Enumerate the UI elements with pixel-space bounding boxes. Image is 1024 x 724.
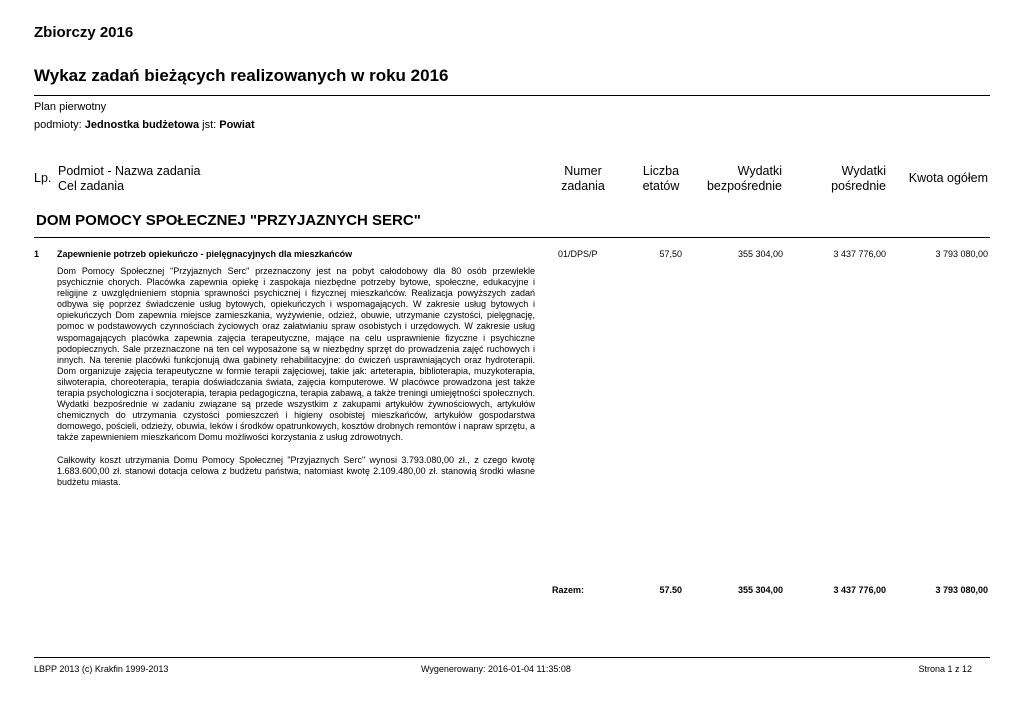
header-divider [34,95,990,96]
task-numer: 01/DPS/P [558,249,598,259]
plan-label: Plan pierwotny [34,101,107,113]
jst-value: Powiat [219,119,255,131]
col-posrednie-header-line2: pośrednie [831,179,886,193]
section-divider [34,237,990,238]
task-name: Zapewnienie potrzeb opiekuńczo - pielęgnacyjnych dla mieszkańców [57,249,353,259]
col-bezposrednie-header-line2: bezpośrednie [706,179,782,193]
task-ogolem: 3 793 080,00 [935,249,988,259]
col-etaty-header-line1: Liczba [642,164,680,178]
totals-bezposrednie: 355 304,00 [737,585,783,595]
section-title: DOM POMOCY SPOŁECZNEJ "PRZYJAZNYCH SERC" [36,212,421,229]
footer-page-number: Strona 1 z 12 [918,664,972,674]
entity-info [34,119,255,131]
col-posrednie-header-line1: Wydatki [841,164,886,178]
col-name-header-line2: Cel zadania [58,179,125,193]
task-etaty: 57,50 [659,249,682,259]
col-etaty-header-line2: etatów [642,179,680,193]
jst-label: jst: [202,119,217,131]
col-numer-header [548,164,618,194]
col-posrednie-header [800,164,886,194]
col-bezposrednie-header-line1: Wydatki [737,164,782,178]
task-description [57,266,535,488]
totals-etaty: 57.50 [659,585,682,595]
totals-label: Razem: [552,585,585,595]
col-bezposrednie-header [690,164,782,194]
task-lp: 1 [34,249,40,259]
footer-copyright: LBPP 2013 (c) Krakfin 1999-2013 [34,664,169,674]
podmioty-label: podmioty: [34,119,82,131]
col-kwota-header: Kwota ogółem [908,171,988,185]
task-posrednie: 3 437 776,00 [833,249,886,259]
totals-posrednie: 3 437 776,00 [833,585,886,595]
col-lp-header: Lp. [34,171,52,185]
footer-generated: Wygenerowany: 2016-01-04 11:35:08 [421,664,571,674]
col-numer-header-line2: zadania [561,179,605,193]
podmioty-value: Jednostka budżetowa [84,119,200,131]
task-bezposrednie: 355 304,00 [737,249,783,259]
task-description-p2: Całkowity koszt utrzymania Domu Pomocy Społecznej "Przyjaznych Serc" wynosi 3.793.080,00 zł., z czego kwotę 1.683.600,00 zł. stanowi dotacja celowa z budżetu państwa, natomiast kwotę 2.109.480,00 zł. stanowią środki własne budżetu miasta. [57,454,535,487]
col-numer-header-line1: Numer [564,164,602,178]
report-title: Zbiorczy 2016 [34,24,134,41]
col-name-header-line1: Podmiot - Nazwa zadania [58,164,201,178]
totals-ogolem: 3 793 080,00 [935,585,988,595]
col-name-header [58,164,200,194]
col-etaty-header [626,164,696,194]
footer-divider [34,657,990,658]
report-subtitle: Wykaz zadań bieżących realizowanych w roku 2016 [34,66,449,85]
task-description-p1: Dom Pomocy Społecznej "Przyjaznych Serc" przeznaczony jest na pobyt całodobowy dla 80 osób przewlekle psychicznie chorych. Placówka zapewnia opiekę i zaspokaja niezbędne potrzeby bytowe, społeczne, edukacyjne i religijne z uwzględnieniem stopnia sprawności psychicznej i fizycznej mieszkańców. Realizacja powyższych zadań odbywa się poprzez świadczenie usług bytowych, opiekuńczych i wspomagających. W zakresie usług bytowych i opiekuńczych Dom zapewnia miejsce zamieszkania, wyżywienie, odzież, obuwie, utrzymanie czystości, pielęgnację, pomoc w podstawowych czynnościach życiowych oraz załatwianiu spraw osobistych i urzędowych. W zakresie usług wspomagających placówka zapewnia zajęcia terapeutyczne, mające na celu usprawnienie fizyczne i psychiczne podopiecznych. Sale przeznaczone na ten cel wyposażone są w niezbędny sprzęt do prowadzenia zajęć ruchowych i innych. Na terenie placówki funkcjonują dwa gabinety rehabilitacyjne: do ćwiczeń usprawniających oraz hydroterapii. Dom organizuje zajęcia terapeutyczne w formie terapii zajęciowej, takie jak: arteterapia, biblioterapia, muzykoterapia, silwoterapia, choreoterapia, terapia doświadczania świata, zajęcia komputerowe. W placówce prowadzona jest także terapia psychologiczna i socjoterapia, terapia pedagogiczna, terapia zabawą, a także treningi umiejętności społecznych. Wydatki bezpośrednie w zadaniu związane są przede wszystkim z zakupami artykułów żywnościowych, artykułów chemicznych do utrzymania czystości pomieszczeń i higieny osobistej mieszkańców, artykułów gospodarstwa domowego, pościeli, odzieży, obuwia, leków i środków opatrunkowych, kosztów drobnych remontów i napraw sprzętu, a także zapewnieniem mieszkańcom Domu możliwości korzystania z usług zdrowotnych. [57,266,535,443]
